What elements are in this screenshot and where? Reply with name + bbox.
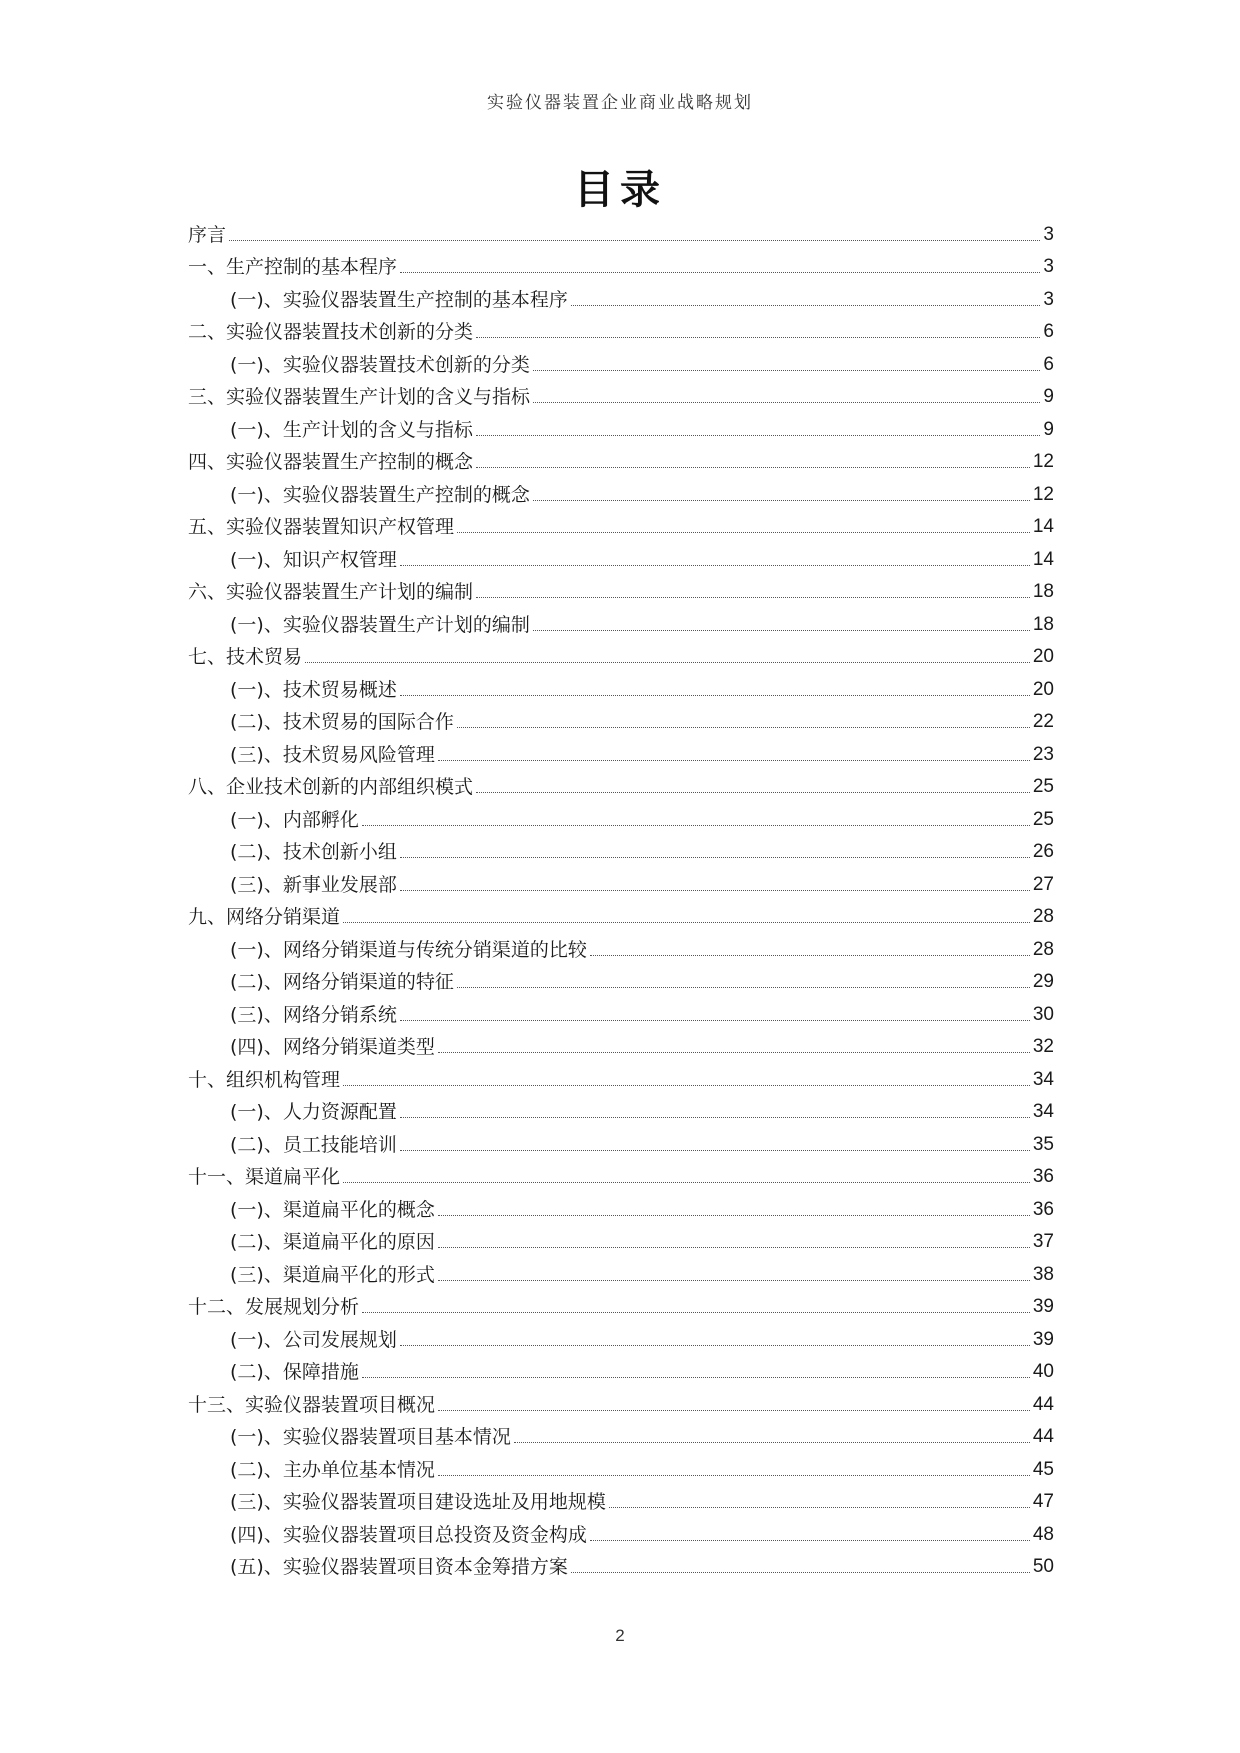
toc-entry-label: (二)、渠道扁平化的原因 [230, 1231, 435, 1253]
toc-chapter-entry[interactable] [188, 442, 1054, 475]
toc-entry-label: (一)、人力资源配置 [230, 1101, 397, 1123]
toc-dot-leader [457, 532, 1030, 533]
toc-chapter-entry[interactable] [188, 247, 1054, 280]
toc-entry-page-number: 38 [1032, 1263, 1054, 1285]
toc-section-entry[interactable] [188, 1514, 1054, 1547]
toc-dot-leader [362, 1377, 1030, 1378]
toc-entry-label: (一)、技术贸易概述 [230, 678, 397, 701]
toc-section-entry[interactable] [188, 962, 1054, 995]
toc-dot-leader [457, 727, 1030, 728]
toc-entry-label: 十、组织机构管理 [188, 1068, 341, 1091]
toc-entry-label: 三、实验仪器装置生产计划的含义与指标 [188, 386, 531, 408]
toc-chapter-entry[interactable] [188, 572, 1054, 605]
toc-entry-label: (一)、内部孵化 [230, 808, 359, 831]
toc-dot-leader [438, 1215, 1030, 1216]
toc-section-entry[interactable] [188, 1092, 1054, 1125]
toc-chapter-entry[interactable] [188, 637, 1054, 670]
toc-entry-page-number: 29 [1032, 971, 1054, 992]
toc-entry-label: 四、实验仪器装置生产控制的概念 [188, 451, 474, 473]
toc-dot-leader [343, 1182, 1030, 1183]
toc-section-entry[interactable] [188, 604, 1054, 637]
toc-entry-label: (二)、网络分销渠道的特征 [230, 971, 454, 993]
toc-dot-leader [533, 630, 1030, 631]
toc-section-entry[interactable] [188, 344, 1054, 377]
toc-entry-page-number: 39 [1032, 1328, 1054, 1350]
toc-entry-page-number: 20 [1032, 678, 1054, 700]
toc-entry-label: 五、实验仪器装置知识产权管理 [188, 516, 455, 538]
toc-section-entry[interactable] [188, 929, 1054, 962]
toc-entry-label: (二)、技术贸易的国际合作 [230, 711, 454, 733]
toc-entry-label: 十一、渠道扁平化 [188, 1166, 341, 1188]
toc-entry-label: 九、网络分销渠道 [188, 906, 341, 928]
toc-entry-page-number: 36 [1032, 1166, 1054, 1187]
toc-section-entry[interactable] [188, 799, 1054, 832]
toc-entry-page-number: 6 [1043, 321, 1054, 342]
toc-title: 目录 [574, 166, 666, 213]
toc-section-entry[interactable] [188, 1417, 1054, 1450]
toc-section-entry[interactable] [188, 474, 1054, 507]
toc-entry-page-number: 18 [1032, 581, 1054, 602]
toc-dot-leader [343, 922, 1030, 923]
toc-section-entry[interactable] [188, 1027, 1054, 1060]
toc-entry-label: (二)、员工技能培训 [230, 1133, 397, 1156]
toc-entry-label: 二、实验仪器装置技术创新的分类 [188, 321, 474, 343]
toc-entry-page-number: 22 [1032, 711, 1054, 732]
table-of-contents [188, 214, 1054, 1579]
toc-entry-page-number: 9 [1043, 386, 1054, 407]
toc-entry-page-number: 25 [1032, 776, 1054, 797]
toc-entry-label: 八、企业技术创新的内部组织模式 [188, 776, 474, 798]
toc-section-entry[interactable] [188, 669, 1054, 702]
toc-dot-leader [438, 1410, 1030, 1411]
toc-entry-label: (五)、实验仪器装置项目资本金筹措方案 [230, 1556, 568, 1578]
toc-entry-page-number: 40 [1032, 1361, 1054, 1382]
toc-entry-page-number: 35 [1032, 1133, 1054, 1155]
toc-dot-leader [590, 955, 1030, 956]
toc-dot-leader [362, 1312, 1030, 1313]
toc-section-entry[interactable] [188, 702, 1054, 735]
toc-entry-page-number: 48 [1032, 1523, 1054, 1545]
toc-section-entry[interactable] [188, 994, 1054, 1027]
toc-entry-label: (一)、实验仪器装置技术创新的分类 [230, 353, 530, 376]
toc-dot-leader [533, 402, 1040, 403]
toc-entry-label: (一)、实验仪器装置生产计划的编制 [230, 613, 530, 636]
toc-dot-leader [305, 662, 1030, 663]
toc-section-entry[interactable] [188, 1449, 1054, 1482]
toc-entry-label: (二)、主办单位基本情况 [230, 1458, 435, 1481]
toc-entry-label: (四)、网络分销渠道类型 [230, 1036, 435, 1058]
toc-entry-page-number: 27 [1032, 873, 1054, 895]
toc-entry-label: (三)、渠道扁平化的形式 [230, 1263, 435, 1286]
toc-entry-page-number: 6 [1043, 353, 1054, 375]
toc-entry-label: (三)、新事业发展部 [230, 873, 397, 896]
toc-entry-page-number: 23 [1032, 743, 1054, 765]
toc-dot-leader [571, 1572, 1030, 1573]
toc-entry-page-number: 36 [1032, 1198, 1054, 1220]
toc-entry-label: 六、实验仪器装置生产计划的编制 [188, 581, 474, 603]
toc-entry-page-number: 50 [1032, 1556, 1054, 1577]
toc-entry-page-number: 28 [1032, 938, 1054, 960]
toc-dot-leader [476, 467, 1030, 468]
toc-entry-label: (三)、网络分销系统 [230, 1003, 397, 1026]
toc-dot-leader [400, 565, 1030, 566]
running-header: 实验仪器装置企业商业战略规划 [487, 93, 753, 113]
toc-section-entry[interactable] [188, 832, 1054, 865]
toc-entry-label: 七、技术贸易 [188, 646, 303, 668]
toc-chapter-entry[interactable] [188, 377, 1054, 410]
toc-chapter-entry[interactable] [188, 507, 1054, 540]
toc-section-entry[interactable] [188, 734, 1054, 767]
toc-section-entry[interactable] [188, 864, 1054, 897]
toc-chapter-entry[interactable] [188, 214, 1054, 247]
toc-chapter-entry[interactable] [188, 767, 1054, 800]
toc-dot-leader [400, 272, 1040, 273]
toc-entry-page-number: 3 [1043, 288, 1054, 310]
toc-entry-label: (二)、保障措施 [230, 1361, 359, 1383]
toc-entry-page-number: 12 [1032, 451, 1054, 472]
toc-section-entry[interactable] [188, 1547, 1054, 1580]
toc-entry-label: (一)、网络分销渠道与传统分销渠道的比较 [230, 938, 587, 961]
toc-dot-leader [400, 857, 1030, 858]
toc-dot-leader [533, 370, 1041, 371]
toc-section-entry[interactable] [188, 539, 1054, 572]
toc-dot-leader [476, 792, 1030, 793]
toc-entry-page-number: 45 [1032, 1458, 1054, 1480]
toc-section-entry[interactable] [188, 1254, 1054, 1287]
toc-dot-leader [457, 987, 1030, 988]
toc-entry-page-number: 47 [1032, 1491, 1054, 1512]
toc-dot-leader [400, 695, 1030, 696]
toc-entry-label: (一)、公司发展规划 [230, 1328, 397, 1351]
toc-section-entry[interactable] [188, 1124, 1054, 1157]
toc-dot-leader [590, 1540, 1030, 1541]
toc-entry-page-number: 9 [1043, 418, 1054, 440]
toc-dot-leader [400, 1150, 1030, 1151]
toc-dot-leader [400, 1117, 1030, 1118]
toc-chapter-entry[interactable] [188, 897, 1054, 930]
toc-entry-page-number: 18 [1032, 613, 1054, 635]
toc-chapter-entry[interactable] [188, 1157, 1054, 1190]
toc-entry-page-number: 14 [1032, 548, 1054, 570]
toc-entry-page-number: 39 [1032, 1296, 1054, 1317]
toc-dot-leader [362, 825, 1030, 826]
toc-chapter-entry[interactable] [188, 1287, 1054, 1320]
toc-entry-page-number: 37 [1032, 1231, 1054, 1252]
toc-entry-page-number: 34 [1032, 1068, 1054, 1090]
toc-entry-page-number: 28 [1032, 906, 1054, 927]
toc-entry-page-number: 26 [1032, 841, 1054, 862]
toc-dot-leader [476, 597, 1030, 598]
toc-dot-leader [400, 1020, 1030, 1021]
toc-chapter-entry[interactable] [188, 1384, 1054, 1417]
toc-section-entry[interactable] [188, 1482, 1054, 1515]
toc-entry-label: (三)、技术贸易风险管理 [230, 743, 435, 766]
toc-entry-label: (四)、实验仪器装置项目总投资及资金构成 [230, 1523, 587, 1546]
page-number: 2 [615, 1626, 625, 1645]
toc-dot-leader [229, 240, 1040, 241]
toc-dot-leader [514, 1442, 1030, 1443]
toc-section-entry[interactable] [188, 1189, 1054, 1222]
toc-dot-leader [476, 435, 1041, 436]
toc-entry-page-number: 44 [1032, 1426, 1054, 1447]
toc-entry-label: (一)、实验仪器装置项目基本情况 [230, 1426, 511, 1448]
toc-dot-leader [571, 305, 1041, 306]
toc-dot-leader [609, 1507, 1030, 1508]
toc-dot-leader [400, 1345, 1030, 1346]
toc-entry-label: 序言 [188, 223, 227, 246]
toc-entry-page-number: 25 [1032, 808, 1054, 830]
toc-entry-label: (一)、渠道扁平化的概念 [230, 1198, 435, 1221]
toc-section-entry[interactable] [188, 409, 1054, 442]
toc-entry-label: 十二、发展规划分析 [188, 1296, 360, 1318]
toc-dot-leader [400, 890, 1030, 891]
toc-entry-page-number: 20 [1032, 646, 1054, 667]
toc-entry-page-number: 3 [1043, 223, 1054, 245]
toc-entry-label: (一)、生产计划的含义与指标 [230, 418, 473, 441]
toc-entry-page-number: 34 [1032, 1101, 1054, 1122]
toc-entry-page-number: 14 [1032, 516, 1054, 537]
toc-dot-leader [438, 1280, 1030, 1281]
toc-dot-leader [343, 1085, 1030, 1086]
toc-entry-label: 十三、实验仪器装置项目概况 [188, 1393, 436, 1416]
toc-entry-label: (三)、实验仪器装置项目建设选址及用地规模 [230, 1491, 606, 1513]
toc-dot-leader [438, 1475, 1030, 1476]
toc-dot-leader [476, 337, 1040, 338]
toc-section-entry[interactable] [188, 1222, 1054, 1255]
toc-section-entry[interactable] [188, 279, 1054, 312]
toc-entry-page-number: 44 [1032, 1393, 1054, 1415]
toc-chapter-entry[interactable] [188, 312, 1054, 345]
toc-section-entry[interactable] [188, 1352, 1054, 1385]
toc-entry-label: (一)、知识产权管理 [230, 548, 397, 571]
toc-entry-label: (一)、实验仪器装置生产控制的基本程序 [230, 288, 568, 311]
toc-entry-page-number: 3 [1043, 256, 1054, 277]
toc-entry-label: 一、生产控制的基本程序 [188, 256, 398, 278]
toc-section-entry[interactable] [188, 1319, 1054, 1352]
toc-dot-leader [438, 1247, 1030, 1248]
toc-dot-leader [438, 1052, 1030, 1053]
toc-entry-label: (一)、实验仪器装置生产控制的概念 [230, 483, 530, 506]
toc-entry-page-number: 32 [1032, 1036, 1054, 1057]
toc-dot-leader [533, 500, 1030, 501]
toc-entry-label: (二)、技术创新小组 [230, 841, 397, 863]
toc-entry-page-number: 12 [1032, 483, 1054, 505]
toc-chapter-entry[interactable] [188, 1059, 1054, 1092]
toc-entry-page-number: 30 [1032, 1003, 1054, 1025]
toc-dot-leader [438, 760, 1030, 761]
